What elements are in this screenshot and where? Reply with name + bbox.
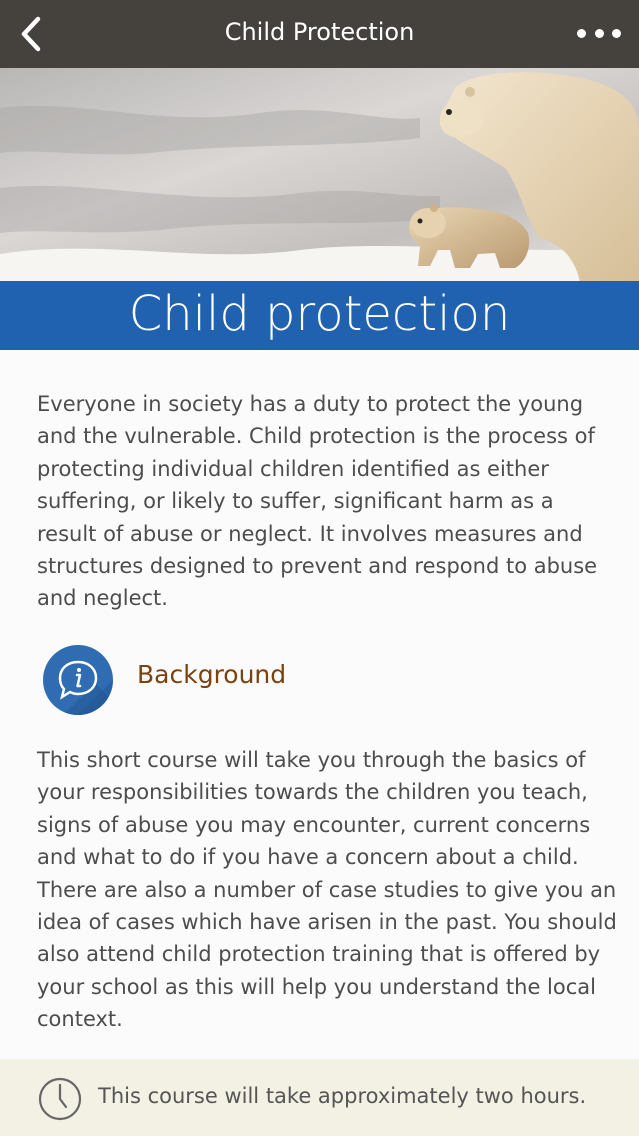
polar-bears-photo xyxy=(0,68,639,282)
background-button[interactable] xyxy=(43,645,113,715)
page-title: Child Protection xyxy=(224,18,415,46)
intro-paragraph: Everyone in society has a duty to protect the young and the vulnerable. Child protection is the process of protecting individual children identified as either suffering, or likely to suffer, significant harm as a result of abuse or neglect. It involves measures and structures designed to prevent and respond to abuse and neglect. xyxy=(37,392,598,611)
section-banner: Child protection xyxy=(0,281,639,350)
more-horizontal-icon xyxy=(577,29,586,38)
clock-icon xyxy=(38,1077,82,1121)
navigation-bar xyxy=(0,0,639,68)
course-description: This short course will take you through the basics of your responsibilities towards the children you teach, signs of abuse you may encounter, current concerns and what to do if you have a concern about a child. There are also a number of case studies to give you an idea of cases which have arisen in the past. You should also attend child protection training that is offered by your school as this will help you understand the local context. xyxy=(37,748,617,1032)
duration-text: This course will take approximately two hours. xyxy=(98,1084,587,1108)
more-options-button[interactable] xyxy=(577,22,621,44)
info-speech-bubble-icon xyxy=(43,645,113,715)
background-link[interactable]: Background xyxy=(137,660,287,689)
hero-image xyxy=(0,68,639,282)
